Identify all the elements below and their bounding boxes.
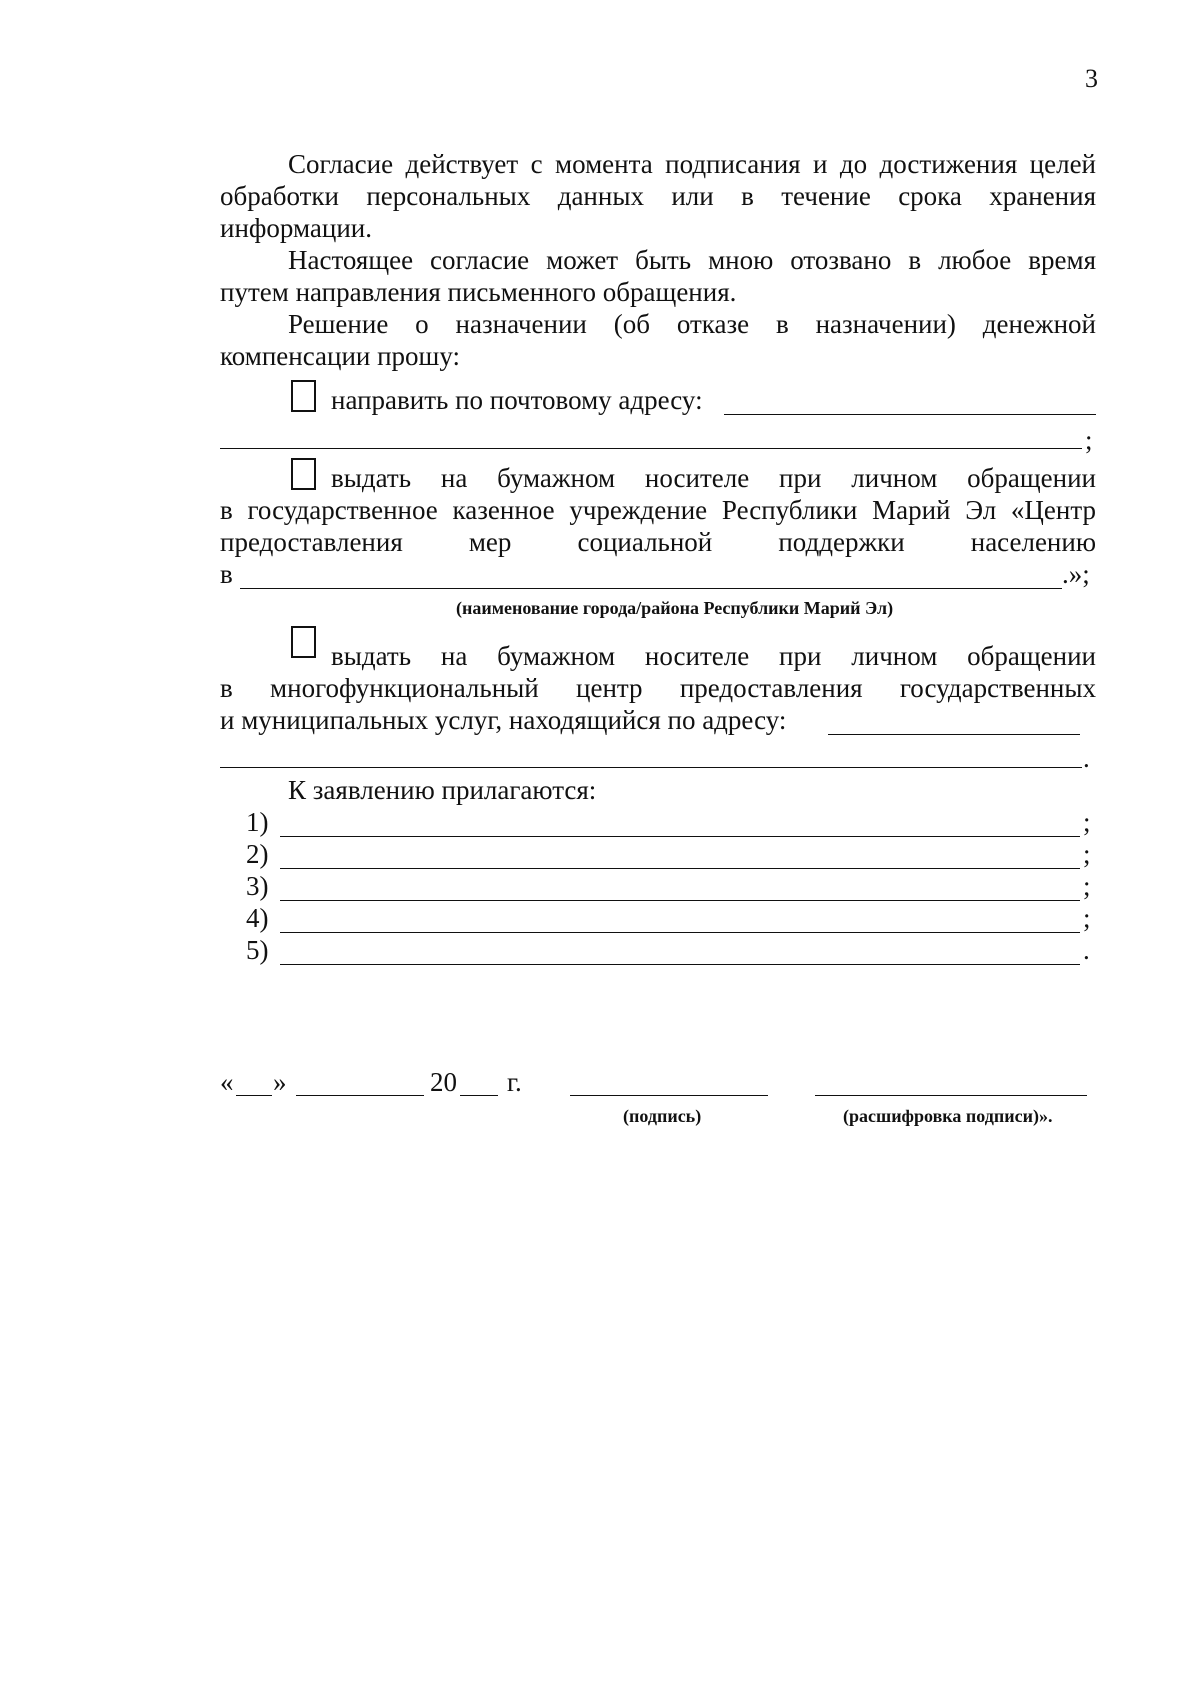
mfc-option-end: . [1083,743,1090,773]
date-year-prefix: 20 [430,1067,457,1097]
paragraph-line: Согласие действует с момента подписания и до достижения целей [288,149,1096,179]
paragraph-revocation [220,244,1096,276]
attachment-end: ; [1083,839,1091,869]
date-quote-close: » [273,1067,287,1097]
mail-address-field-line2[interactable] [220,448,1082,449]
date-year-suffix: г. [507,1067,522,1097]
center-option-end: .»; [1062,559,1090,589]
date-month-field[interactable] [296,1095,424,1096]
center-option-prefix: в [220,559,233,589]
paragraph-line: Решение о назначении (об отказе в назначении) денежной [288,309,1096,339]
paragraph-line: Настоящее согласие может быть мною отозвано в любое время [288,245,1096,275]
signature-field[interactable] [570,1095,768,1096]
attachment-field-4[interactable] [280,932,1080,933]
mfc-option-checkbox[interactable] [291,626,316,658]
center-option-line: предоставления мер социальной поддержки населению [220,527,1096,557]
city-district-caption: (наименование города/района Республики Марий Эл) [456,598,894,618]
paragraph-line: компенсации прошу: [220,341,460,371]
attachment-end: . [1083,935,1090,965]
attachment-number: 3) [246,871,269,901]
paragraph-line: обработки персональных данных или в течение срока хранения [220,181,1096,211]
attachment-number: 4) [246,903,269,933]
attachment-end: ; [1083,903,1091,933]
date-quote-open: « [220,1067,234,1097]
mail-option-label: направить по почтовому адресу: [331,385,703,415]
attachment-field-1[interactable] [280,836,1080,837]
attachment-end: ; [1083,807,1091,837]
attachment-number: 5) [246,935,269,965]
attachment-field-3[interactable] [280,900,1080,901]
mfc-address-field[interactable] [828,734,1080,735]
mfc-option-line: в многофункциональный центр предоставления государственных [220,673,1096,703]
attachment-field-5[interactable] [280,964,1080,965]
mfc-option-line: выдать на бумажном носителе при личном обращении [331,641,1096,671]
date-day-field[interactable] [236,1095,272,1096]
paragraph-decision [220,308,1096,340]
attachment-number: 2) [246,839,269,869]
paragraph-consent-validity [220,148,1096,180]
paragraph-line: информации. [220,213,372,243]
signature-decode-field[interactable] [815,1095,1087,1096]
attachments-title: К заявлению прилагаются: [288,775,597,805]
mfc-address-field-line2[interactable] [220,767,1082,768]
center-option-checkbox[interactable] [291,458,316,490]
date-year-field[interactable] [460,1095,498,1096]
attachment-field-2[interactable] [280,868,1080,869]
attachment-end: ; [1083,871,1091,901]
mfc-option-line: и муниципальных услуг, находящийся по адресу: [220,705,787,735]
city-district-field[interactable] [240,588,1062,589]
mail-option-end: ; [1085,425,1093,455]
center-option-line: в государственное казенное учреждение Республики Марий Эл «Центр [220,495,1096,525]
mail-address-field[interactable] [724,414,1096,415]
signature-decode-caption: (расшифровка подписи)». [843,1106,1053,1126]
attachment-number: 1) [246,807,269,837]
signature-caption: (подпись) [623,1106,702,1126]
page-number: 3 [1085,64,1098,93]
mail-option-checkbox[interactable] [291,380,316,412]
center-option-line: выдать на бумажном носителе при личном обращении [331,463,1096,493]
paragraph-line: путем направления письменного обращения. [220,277,737,307]
